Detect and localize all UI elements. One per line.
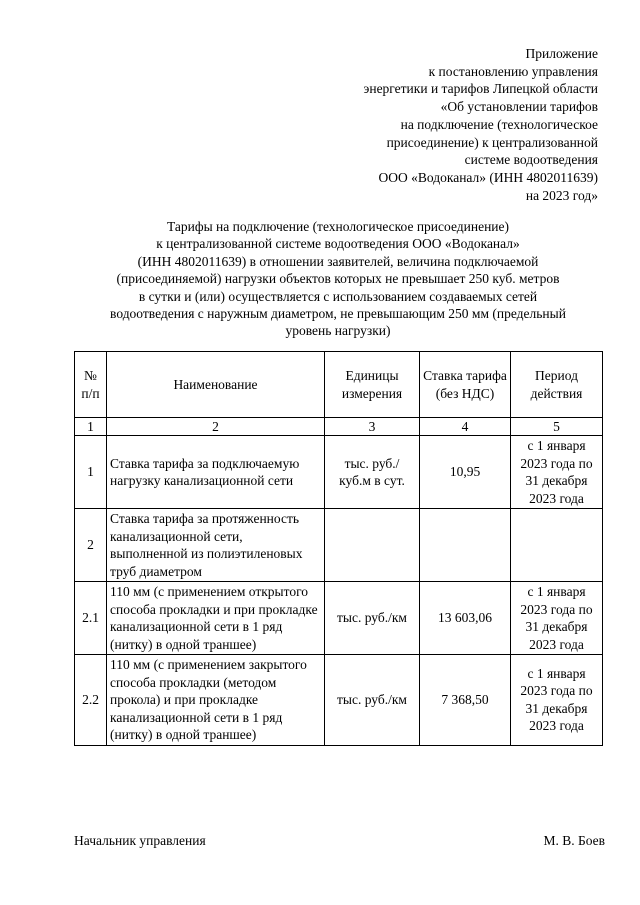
header-period: Период действия [511, 352, 603, 418]
header-name: Наименование [107, 352, 325, 418]
column-number: 1 [75, 418, 107, 436]
row-number: 2.2 [75, 655, 107, 746]
row-number: 2 [75, 509, 107, 582]
header-number: № п/п [75, 352, 107, 418]
title-line: (ИНН 4802011639) в отношении заявителей, величина подключаемой [137, 253, 539, 269]
table-row [75, 655, 603, 746]
title-line: уровень нагрузки) [285, 323, 391, 339]
signatory-name: М. В. Боев [543, 833, 605, 848]
header-unit: Единицы измерения [325, 352, 420, 418]
appendix-line: энергетики и тарифов Липецкой области [363, 81, 598, 97]
row-period: с 1 января 2023 года по 31 декабря 2023 года [511, 655, 603, 746]
appendix-line: ООО «Водоканал» (ИНН 4802011639) [378, 169, 598, 185]
table-row [75, 509, 603, 582]
row-name: Ставка тарифа за подключаемую нагрузку канализационной сети [107, 436, 325, 509]
title-line: водоотведения с наружным диаметром, не превышающим 250 мм (предельный [110, 306, 566, 322]
row-unit [325, 509, 420, 582]
row-unit: тыс. руб./км [325, 655, 420, 746]
title-line: (присоединяемой) нагрузки объектов которых не превышает 250 куб. метров [116, 271, 560, 287]
row-name: Ставка тарифа за протяженность канализационной сети, выполненной из полиэтиленовых труб диаметром [107, 509, 325, 582]
appendix-block [268, 45, 598, 204]
header-rate: Ставка тарифа (без НДС) [420, 352, 511, 418]
row-rate: 13 603,06 [420, 582, 511, 655]
row-name: 110 мм (с применением закрытого способа прокладки (методом прокола) и при прокладке канализационной сети в 1 ряд (нитку) в одной траншее) [107, 655, 325, 746]
signatory-position: Начальник управления [74, 833, 206, 848]
row-rate [420, 509, 511, 582]
row-number: 1 [75, 436, 107, 509]
column-number: 3 [325, 418, 420, 436]
title-line: Тарифы на подключение (технологическое присоединение) [166, 219, 509, 234]
table-row [75, 582, 603, 655]
column-number: 5 [511, 418, 603, 436]
appendix-line: к постановлению управления [428, 63, 598, 79]
row-unit: тыс. руб./км [325, 582, 420, 655]
appendix-line: системе водоотведения [464, 152, 598, 168]
appendix-line: на 2023 год» [525, 187, 598, 203]
row-period: с 1 января 2023 года по 31 декабря 2023 года [511, 582, 603, 655]
column-numbers-row [75, 418, 603, 436]
row-unit: тыс. руб./ куб.м в сут. [325, 436, 420, 509]
column-number: 2 [107, 418, 325, 436]
document-title [74, 218, 602, 340]
appendix-line: присоединение) к централизованной [386, 134, 598, 150]
row-rate: 10,95 [420, 436, 511, 509]
table-row [75, 436, 603, 509]
title-line: в сутки и (или) осуществляется с использованием создаваемых сетей [138, 288, 538, 304]
row-number: 2.1 [75, 582, 107, 655]
appendix-line: на подключение (технологическое [400, 116, 598, 132]
signature-block [74, 833, 605, 849]
title-line: к централизованной системе водоотведения ООО «Водоканал» [156, 236, 520, 252]
row-period: с 1 января 2023 года по 31 декабря 2023 года [511, 436, 603, 509]
column-number: 4 [420, 418, 511, 436]
row-period [511, 509, 603, 582]
row-name: 110 мм (с применением открытого способа прокладки и при прокладке канализационной сети в 1 ряд (нитку) в одной траншее) [107, 582, 325, 655]
appendix-line: Приложение [525, 46, 598, 61]
row-rate: 7 368,50 [420, 655, 511, 746]
tariff-table [74, 351, 603, 746]
appendix-line: «Об установлении тарифов [440, 99, 598, 115]
header-row [75, 352, 603, 418]
